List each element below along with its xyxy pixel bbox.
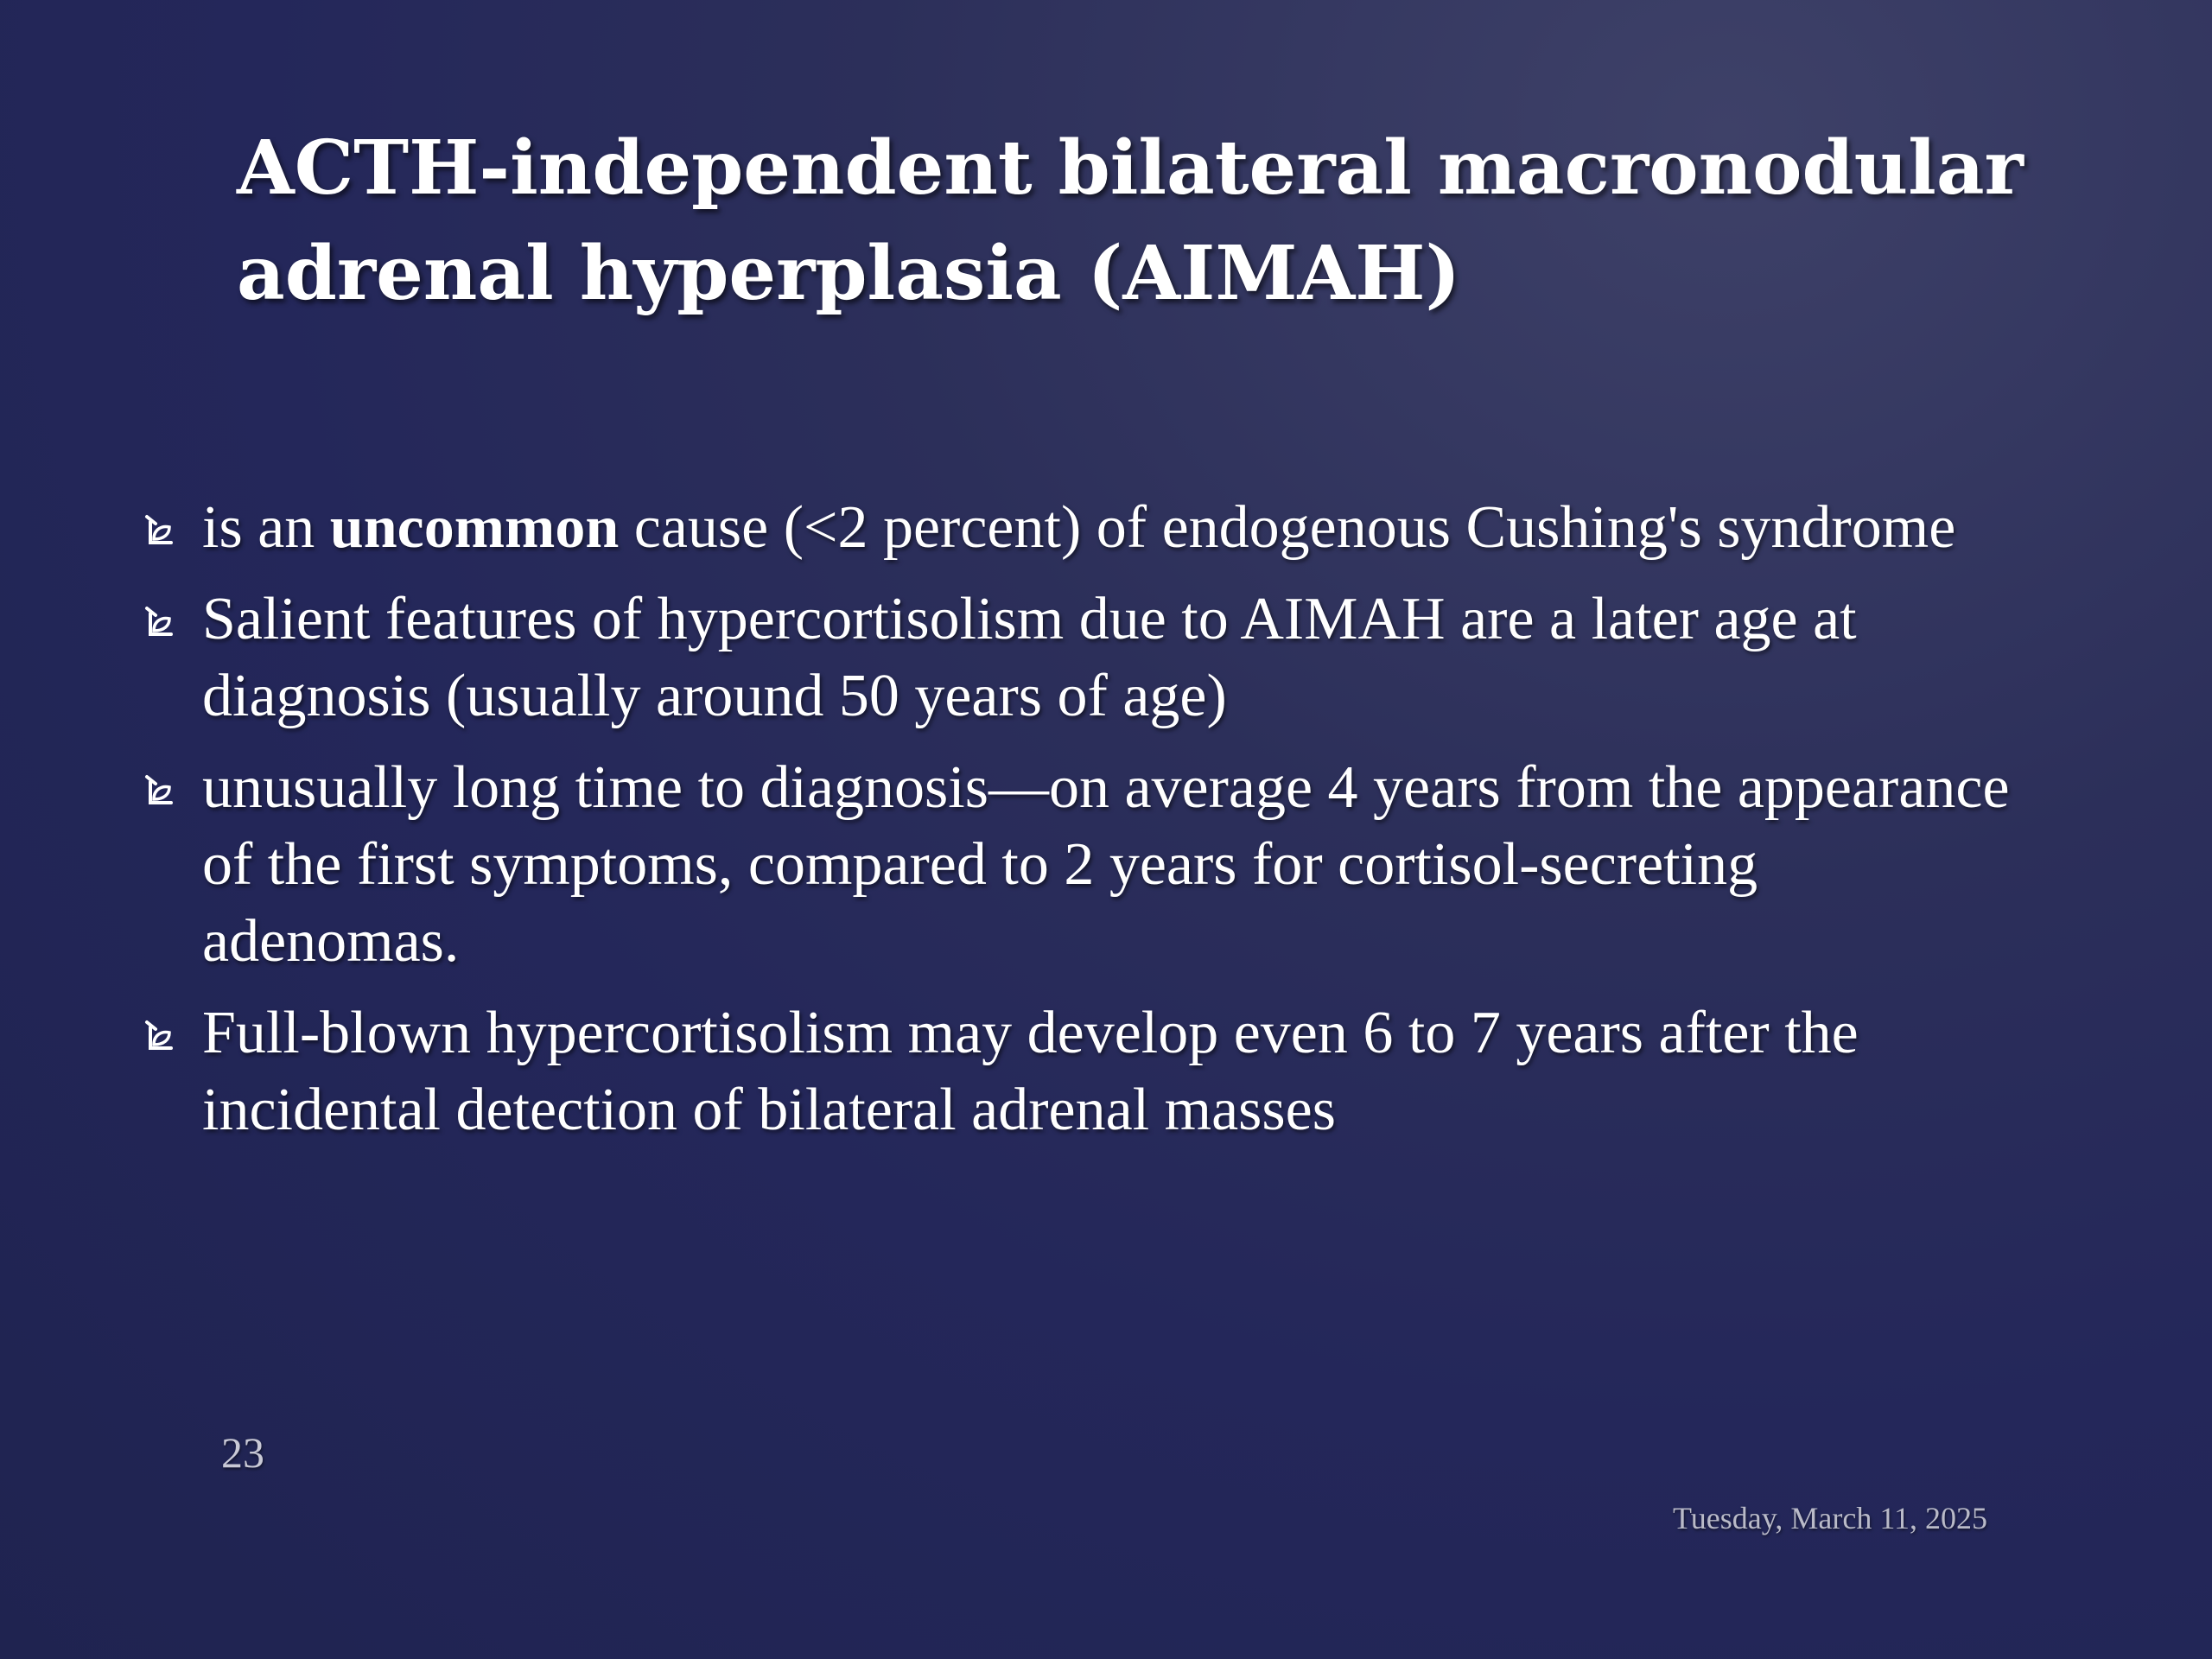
bullet-text-4: Full-blown hypercortisolism may develop even 6 to 7 years after the incidental detection of bilateral adrenal masses [202,1000,1859,1143]
slide-title-line-1: ACTH-independent bilateral macronodular [237,124,2024,212]
bullet-1-post: cause (<2 percent) of endogenous Cushing's syndrome [619,494,1956,561]
slide-page-number: 23 [221,1428,264,1477]
bullet-item-1 [131,489,2015,566]
slide-title [237,116,2094,327]
bullet-item-4 [131,995,2015,1148]
bullet-item-3 [131,749,2015,980]
bullet-icon [142,773,176,808]
bullet-1-pre: is an [202,494,330,561]
bullet-icon [142,513,176,548]
bullet-icon [142,1019,176,1053]
slide-date: Tuesday, March 11, 2025 [1673,1501,1987,1535]
bullet-list [131,489,2015,1163]
bullet-icon [142,605,176,639]
bullet-text-1 [202,494,1955,561]
bullet-text-2: Salient features of hypercortisolism due to AIMAH are a later age at diagnosis (usually around 50 years of age) [202,586,1857,729]
slide-title-line-2: adrenal hyperplasia (AIMAH) [237,230,1461,317]
bullet-item-2 [131,581,2015,734]
bullet-1-emphasis: uncommon [329,494,620,561]
bullet-text-3: unusually long time to diagnosis—on average 4 years from the appearance of the first symptoms, compared to 2 years for cortisol-secreting adenomas. [202,754,2010,975]
